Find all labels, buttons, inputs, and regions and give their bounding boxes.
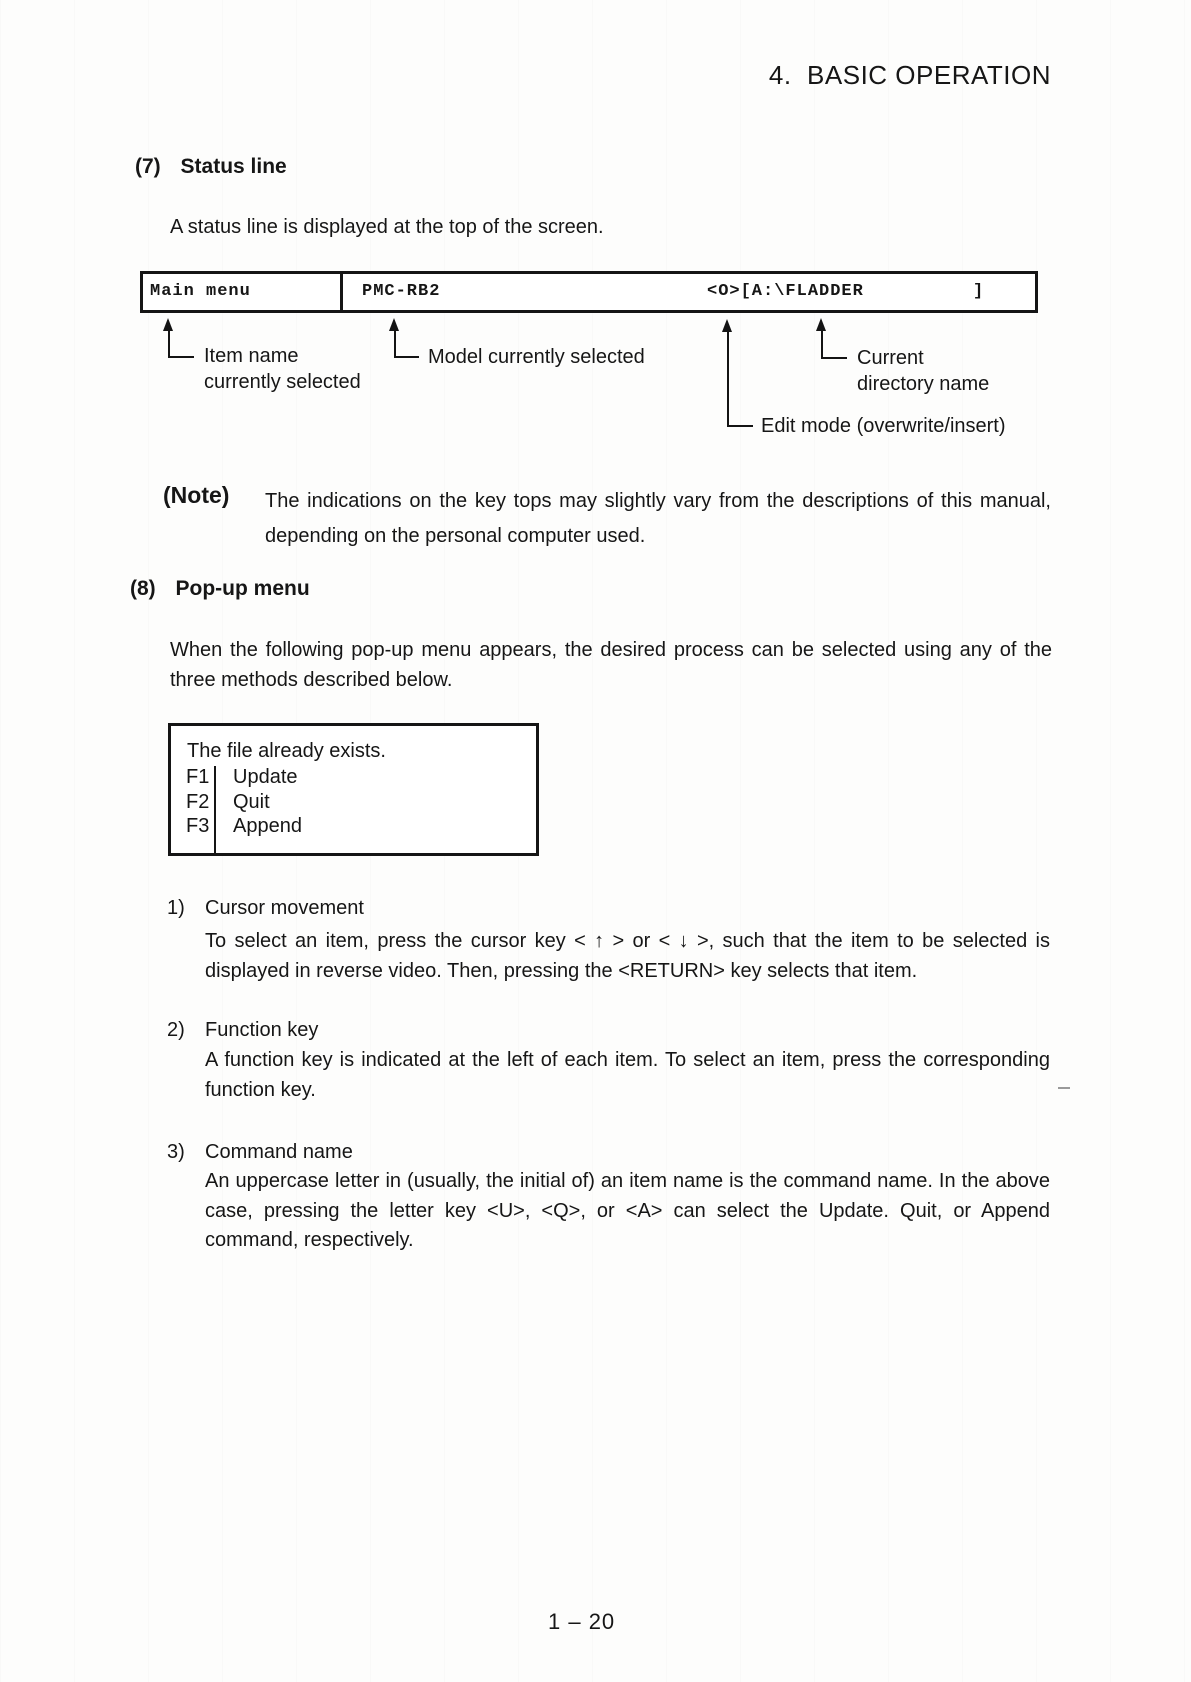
callout-line [394, 330, 396, 358]
function-key-label: F3 [186, 815, 210, 838]
note-label: (Note) [163, 482, 230, 508]
status-bracket-close: ] [973, 282, 985, 301]
scan-artifact [1058, 1087, 1070, 1089]
callout-item-name-line2: currently selected [204, 370, 361, 393]
callout-edit-mode: Edit mode (overwrite/insert) [761, 415, 1006, 437]
note-text: The indications on the key tops may slightly vary from the descriptions of this manual, depending on the personal computer used. [265, 490, 1051, 547]
method-1-body: To select an item, press the cursor key < ↑ > or < ↓ >, such that the item to be selected is displayed in reverse video. Then, pressing the <RETURN> key selects that item. [205, 930, 1050, 982]
callout-line [727, 425, 753, 427]
popup-item-label: Update [233, 766, 298, 788]
page-header: 4. BASIC OPERATION [768, 60, 1051, 90]
popup-item-update [171, 765, 536, 790]
callout-model: Model currently selected [428, 346, 645, 368]
method-2-title: Function key [205, 1019, 319, 1041]
section-8-intro: When the following pop-up menu appears, the desired process can be selected using any of the three methods described below. [170, 639, 1052, 691]
popup-menu-box [168, 723, 539, 856]
callout-line [168, 356, 194, 358]
section-8-heading [130, 577, 310, 601]
callout-line [821, 357, 847, 359]
popup-message: The file already exists. [187, 740, 386, 762]
callout-item-name [204, 344, 361, 395]
callout-line [821, 330, 823, 359]
method-3-title: Command name [205, 1141, 353, 1163]
callout-directory-line1: Current [857, 347, 924, 369]
callout-line [168, 330, 170, 358]
status-item-name: Main menu [150, 282, 251, 301]
section-7-title: Status line [180, 155, 287, 178]
status-line-box [140, 271, 1038, 313]
callout-line [394, 356, 419, 358]
callout-directory-line2: directory name [857, 372, 990, 395]
method-2-number: 2) [167, 1019, 185, 1041]
section-7-intro: A status line is displayed at the top of the screen. [170, 216, 604, 238]
status-model: PMC-RB2 [362, 282, 441, 301]
section-8-title: Pop-up menu [175, 577, 310, 600]
popup-rows [171, 765, 536, 839]
method-3-body: An uppercase letter in (usually, the initial of) an item name is the command name. In the above case, pressing the letter key <U>, <Q>, or <A> can select the Update. Quit, or Append command, respectively. [205, 1170, 1050, 1251]
method-2-body: A function key is indicated at the left of each item. To select an item, press the corresponding function key. [205, 1049, 1050, 1101]
section-8-number: (8) [130, 577, 156, 600]
method-3-number: 3) [167, 1141, 185, 1163]
callout-line [727, 331, 729, 427]
method-1-number: 1) [167, 897, 185, 919]
popup-item-append [171, 814, 536, 839]
section-7-number: (7) [135, 155, 161, 178]
callout-directory [857, 346, 989, 397]
function-key-label: F2 [186, 790, 210, 813]
popup-item-quit [171, 790, 536, 815]
callout-item-name-line1: Item name [204, 345, 299, 367]
page-number: 1 – 20 [548, 1609, 616, 1634]
function-key-label: F1 [186, 766, 210, 788]
section-7-heading [135, 155, 287, 179]
status-cell-divider [340, 274, 343, 310]
popup-item-label: Append [233, 815, 302, 838]
popup-item-label: Quit [233, 790, 270, 813]
status-directory-path: <O>[A:\FLADDER [707, 282, 864, 301]
method-1-title: Cursor movement [205, 897, 364, 919]
